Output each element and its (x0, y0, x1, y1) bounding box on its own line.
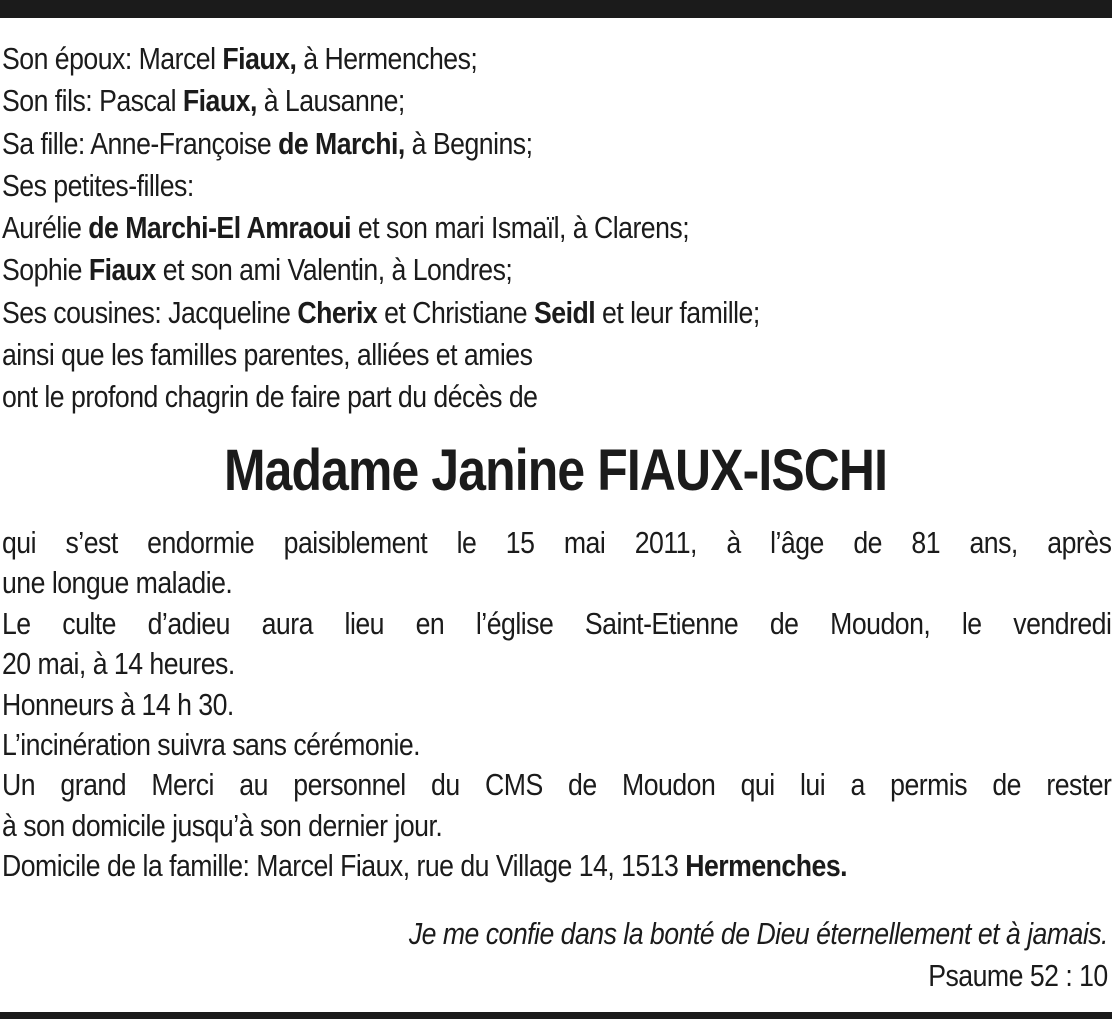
deceased-name-heading: Madame Janine FIAUX-ISCHI (224, 438, 888, 503)
bottom-rule (0, 1012, 1112, 1019)
details-text (2, 523, 1111, 887)
family-line-cousins: Ses cousines: Jacqueline Cherix et Christiane Seidl et leur famille; (2, 294, 760, 330)
family-line-granddaughters-heading: Ses petites-filles: (2, 167, 194, 203)
family-line-announcement: ont le profond chagrin de faire part du décès de (2, 379, 538, 415)
family-line-sophie: Sophie Fiaux et son ami Valentin, à Londres; (2, 252, 513, 288)
details-line: Un grand Merci au personnel du CMS de Moudon qui lui a permis de rester (2, 767, 1112, 803)
details-line-domicile: Domicile de la famille: Marcel Fiaux, rue du Village 14, 1513 Hermenches. (2, 848, 848, 884)
details-line: Honneurs à 14 h 30. (2, 686, 234, 722)
family-line-son: Son fils: Pascal Fiaux, à Lausanne; (2, 83, 405, 119)
family-line-relatives: ainsi que les familles parentes, alliées et amies (2, 337, 533, 373)
scripture-reference: Psaume 52 : 10 (928, 958, 1108, 993)
details-line: 20 mai, à 14 heures. (2, 646, 235, 682)
scripture-quote: Je me confie dans la bonté de Dieu éternellement et à jamais. (408, 916, 1108, 951)
details-line: L’incinération suivra sans cérémonie. (2, 727, 421, 763)
family-line-daughter: Sa fille: Anne-Françoise de Marchi, à Begnins; (2, 125, 533, 161)
details-line: une longue maladie. (2, 565, 233, 601)
family-list (2, 38, 1108, 419)
details-line: Le culte d’adieu aura lieu en l’église Saint-Etienne de Moudon, le vendredi (2, 605, 1112, 641)
family-line-aurelie: Aurélie de Marchi-El Amraoui et son mari Ismaïl, à Clarens; (2, 210, 690, 246)
top-rule (0, 0, 1112, 18)
details-line: qui s’est endormie paisiblement le 15 mai 2011, à l’âge de 81 ans, après (2, 525, 1112, 560)
details-line: à son domicile jusqu’à son dernier jour. (2, 807, 443, 843)
family-line-husband: Son époux: Marcel Fiaux, à Hermenches; (2, 41, 478, 76)
